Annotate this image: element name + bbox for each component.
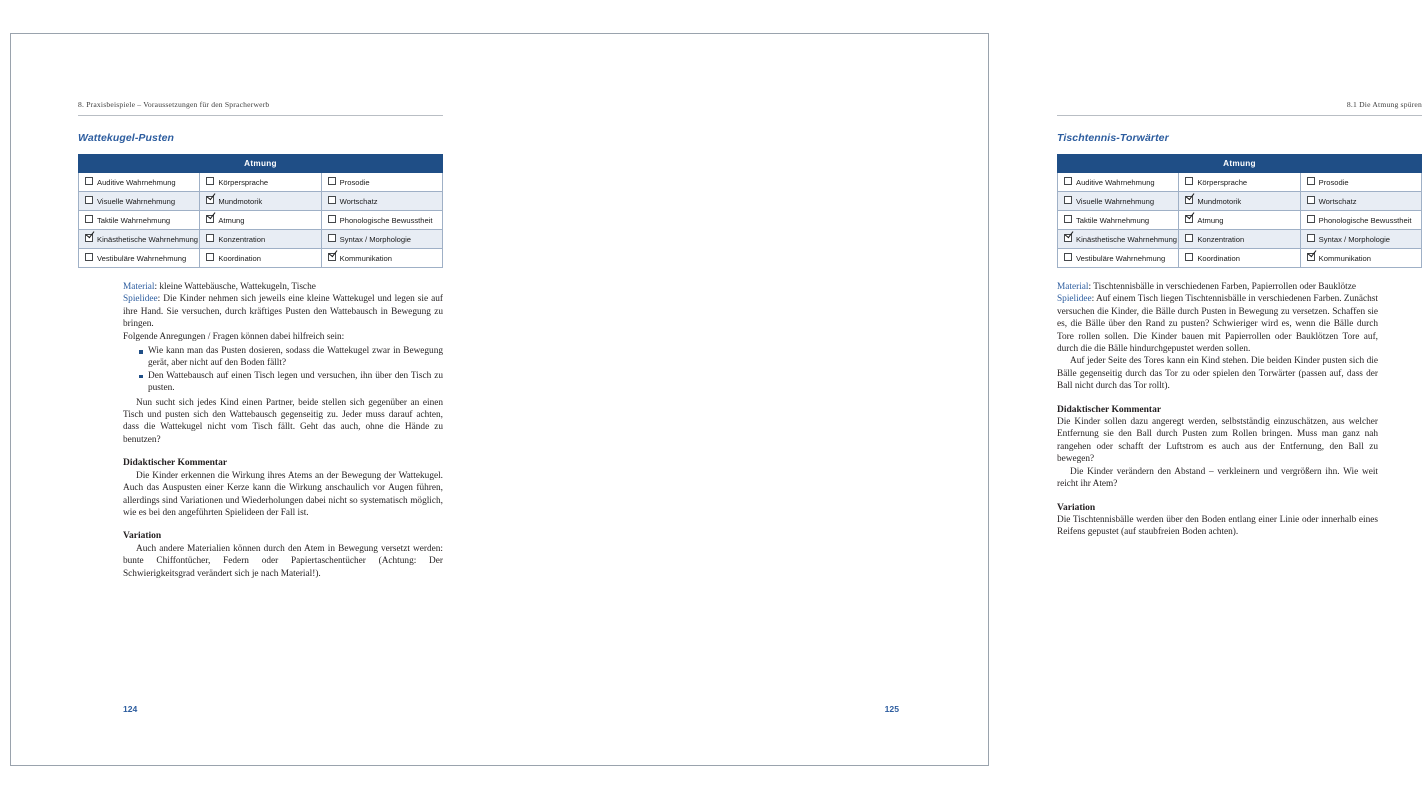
table-cell[interactable] [321, 192, 442, 211]
checkbox-unchecked[interactable] [206, 253, 214, 261]
checkbox-unchecked[interactable] [1307, 234, 1315, 242]
table-cell[interactable] [1058, 192, 1179, 211]
anregungen-list [123, 345, 443, 395]
didaktik-heading-left: Didaktischer Kommentar [123, 458, 228, 469]
table-cell[interactable] [1300, 230, 1421, 249]
cell-label: Auditive Wahrnehmung [97, 178, 176, 187]
material-paragraph [1057, 281, 1378, 293]
cell-label: Prosodie [1318, 178, 1349, 187]
cell-label: Vestibuläre Wahrnehmung [97, 254, 187, 263]
table-row [1058, 230, 1422, 249]
table-header-atmung: Atmung [79, 155, 443, 173]
left-page [0, 0, 500, 800]
table-cell[interactable] [200, 173, 321, 192]
checkbox-checked[interactable] [206, 196, 214, 204]
table-row [1058, 249, 1422, 268]
running-head-left: 8. Praxisbeispiele – Voraussetzungen für den Spracherwerb [78, 100, 443, 116]
cell-label: Konzentration [1197, 235, 1245, 244]
cell-label: Koordination [1197, 254, 1240, 263]
checkbox-checked[interactable] [1185, 196, 1193, 204]
checkbox-unchecked[interactable] [206, 234, 214, 242]
material-text: : kleine Wattebäusche, Wattekugeln, Tische [154, 282, 316, 292]
spielidee-label: Spielidee [1057, 294, 1092, 305]
table-cell[interactable] [200, 230, 321, 249]
partner-paragraph: Nun sucht sich jedes Kind einen Partner, beide stellen sich gegenüber an einen Tisch und pusten sich den Wattebausch gegenseitig zu. Jeder muss darauf achten, dass die Wattekugel nicht vom Tisch fällt. Geht das auch, ohne die Hände zu benutzen? [123, 397, 443, 445]
table-cell[interactable] [79, 211, 200, 230]
material-label: Material [1057, 282, 1089, 292]
table-cell[interactable] [200, 192, 321, 211]
cell-label: Mundmotorik [218, 197, 263, 206]
checkbox-unchecked[interactable] [85, 215, 93, 223]
material-label: Material [123, 282, 155, 292]
checkbox-unchecked[interactable] [328, 177, 336, 185]
cell-label: Mundmotorik [1197, 197, 1242, 206]
table-cell[interactable] [79, 249, 200, 268]
checkbox-checked[interactable] [1185, 215, 1193, 223]
table-cell[interactable] [1179, 192, 1300, 211]
spielidee-text: : Auf einem Tisch liegen Tischtennisbälle in verschiedenen Farben. Zunächst versuchen die Kinder, die Bälle durch Pusten in Bewegung zu versetzen. Schaffen sie es, die Bälle über den Rand zu pusten? Schwieriger wird es, wenn die Bälle durch Tore rollen sollen. Die Kinder bauen mit Papierrollen oder Bauklötzen Tore auf, durch die die Bälle hindurchgepustet werden sollen. [1057, 294, 1378, 355]
checkbox-unchecked[interactable] [1185, 177, 1193, 185]
variation-heading-left: Variation [123, 531, 162, 542]
cell-label: Körpersprache [218, 178, 269, 187]
right-body-text [1057, 281, 1378, 539]
table-cell[interactable] [1179, 249, 1300, 268]
cell-label: Wortschatz [1318, 197, 1357, 206]
cell-label: Kommunikation [339, 254, 392, 263]
cell-label: Kinästhetische Wahrnehmung [97, 235, 199, 244]
cell-label: Syntax / Morphologie [339, 235, 411, 244]
didaktik-heading-right: Didaktischer Kommentar [1057, 404, 1162, 415]
didaktik-paragraph-right-2: Die Kinder verändern den Abstand – verkleinern und vergrößern ihn. Wie weit reicht ihr Atem? [1057, 466, 1378, 490]
table-cell[interactable] [1058, 173, 1179, 192]
checkbox-unchecked[interactable] [1185, 253, 1193, 261]
variation-paragraph-right: Die Tischtennisbälle werden über den Boden entlang einer Linie oder innerhalb eines Reifens gepustet (auf staubfreien Boden achten). [1057, 514, 1378, 538]
cell-label: Körpersprache [1197, 178, 1248, 187]
table-header-row [1058, 155, 1422, 173]
table-cell[interactable] [1179, 211, 1300, 230]
cell-label: Atmung [218, 216, 245, 225]
list-item: Den Wattebausch auf einen Tisch legen und versuchen, ihn über den Tisch zu pusten. [139, 370, 443, 395]
table-cell[interactable] [1300, 173, 1421, 192]
competency-table-left [78, 154, 443, 268]
table-cell[interactable] [200, 211, 321, 230]
section-title-left: Wattekugel-Pusten [78, 132, 175, 144]
cell-label: Phonologische Bewusstheit [339, 216, 433, 225]
cell-label: Kinästhetische Wahrnehmung [1076, 235, 1178, 244]
table-row [79, 230, 443, 249]
table-cell[interactable] [1058, 230, 1179, 249]
tor-paragraph: Auf jeder Seite des Tores kann ein Kind stehen. Die beiden Kinder pusten sich die Bälle gegenseitig durch das Tor zu oder spielen den Torwärter (passen auf, dass der Ball nicht durch das Tor rollt). [1057, 356, 1378, 392]
table-cell[interactable] [1300, 249, 1421, 268]
material-paragraph [123, 281, 443, 293]
table-row [1058, 211, 1422, 230]
table-row [79, 211, 443, 230]
table-cell[interactable] [79, 230, 200, 249]
table-cell[interactable] [321, 211, 442, 230]
table-row [79, 249, 443, 268]
cell-label: Visuelle Wahrnehmung [97, 197, 176, 206]
checkbox-checked[interactable] [85, 234, 93, 242]
checkbox-unchecked[interactable] [1185, 234, 1193, 242]
table-cell[interactable] [1300, 211, 1421, 230]
table-cell[interactable] [79, 173, 200, 192]
variation-heading-right: Variation [1057, 502, 1096, 513]
cell-label: Auditive Wahrnehmung [1076, 178, 1155, 187]
cell-label: Taktile Wahrnehmung [1076, 216, 1150, 225]
table-cell[interactable] [1058, 211, 1179, 230]
table-cell[interactable] [321, 249, 442, 268]
anregungen-intro: Folgende Anregungen / Fragen können dabei hilfreich sein: [123, 331, 345, 342]
cell-label: Taktile Wahrnehmung [97, 216, 171, 225]
spielidee-paragraph [1057, 293, 1378, 355]
checkbox-unchecked[interactable] [85, 196, 93, 204]
cell-label: Koordination [218, 254, 261, 263]
table-cell[interactable] [200, 249, 321, 268]
checkbox-unchecked[interactable] [1307, 215, 1315, 223]
cell-label: Kommunikation [1318, 254, 1371, 263]
table-row [1058, 173, 1422, 192]
checkbox-unchecked[interactable] [328, 196, 336, 204]
table-row [1058, 192, 1422, 211]
cell-label: Syntax / Morphologie [1318, 235, 1390, 244]
page-number-left: 124 [123, 704, 138, 714]
checkbox-unchecked[interactable] [206, 177, 214, 185]
section-title-right: Tischtennis-Torwärter [1057, 132, 1169, 144]
checkbox-unchecked[interactable] [1307, 196, 1315, 204]
spielidee-paragraph [123, 293, 443, 330]
table-cell[interactable] [1179, 230, 1300, 249]
cell-label: Vestibuläre Wahrnehmung [1076, 254, 1166, 263]
checkbox-unchecked[interactable] [85, 253, 93, 261]
checkbox-unchecked[interactable] [1064, 253, 1072, 261]
spielidee-label: Spielidee [123, 294, 158, 305]
table-cell[interactable] [1179, 173, 1300, 192]
checkbox-unchecked[interactable] [1064, 177, 1072, 185]
checkbox-unchecked[interactable] [1307, 177, 1315, 185]
checkbox-checked[interactable] [206, 215, 214, 223]
table-header-row [79, 155, 443, 173]
cell-label: Konzentration [218, 235, 266, 244]
competency-table-right [1057, 154, 1422, 268]
variation-paragraph-left: Auch andere Materialien können durch den Atem in Bewegung versetzt werden: bunte Chiffontücher, Federn oder Papiertaschentücher (Achtung: Der Schwierigkeitsgrad verändert sich je nach Material!). [123, 543, 443, 579]
checkbox-unchecked[interactable] [328, 215, 336, 223]
checkbox-checked[interactable] [1064, 234, 1072, 242]
checkbox-unchecked[interactable] [328, 234, 336, 242]
table-header-atmung: Atmung [1058, 155, 1422, 173]
cell-label: Wortschatz [339, 197, 378, 206]
running-head-right: 8.1 Die Atmung spüren [1057, 100, 1422, 116]
checkbox-checked[interactable] [328, 253, 336, 261]
cell-label: Atmung [1197, 216, 1224, 225]
left-body-text [123, 281, 443, 580]
table-cell[interactable] [321, 173, 442, 192]
table-row [79, 192, 443, 211]
table-cell[interactable] [79, 192, 200, 211]
spielidee-text: : Die Kinder nehmen sich jeweils eine kleine Wattekugel und legen sie auf ihre Hand. Sie versuchen, durch kräftiges Pusten den Wattebausch in Bewegung zu bringen. [123, 294, 443, 330]
right-page [500, 0, 1422, 800]
material-text: : Tischtennisbälle in verschiedenen Farben, Papierrollen oder Bauklötze [1088, 282, 1356, 292]
cell-label: Prosodie [339, 178, 370, 187]
didaktik-paragraph-left: Die Kinder erkennen die Wirkung ihres Atems an der Bewegung der Wattekugel. Auch das Auspusten einer Kerze kann die Wirkung anschaulich vor Augen führen, allerdings sind Variationen und Wiederholungen dabei nicht so systematisch möglich, wie es bei den angeführten Spielideen der Fall ist. [123, 470, 443, 518]
checkbox-unchecked[interactable] [1064, 196, 1072, 204]
checkbox-unchecked[interactable] [1064, 215, 1072, 223]
table-cell[interactable] [1058, 249, 1179, 268]
checkbox-checked[interactable] [1307, 253, 1315, 261]
page-number-right: 125 [884, 704, 899, 714]
checkbox-unchecked[interactable] [85, 177, 93, 185]
cell-label: Phonologische Bewusstheit [1318, 216, 1412, 225]
cell-label: Visuelle Wahrnehmung [1076, 197, 1155, 206]
table-row [79, 173, 443, 192]
list-item: Wie kann man das Pusten dosieren, sodass die Wattekugel zwar in Bewegung gerät, aber nicht auf den Boden fällt? [139, 345, 443, 370]
table-cell[interactable] [321, 230, 442, 249]
table-cell[interactable] [1300, 192, 1421, 211]
didaktik-paragraph-right: Die Kinder sollen dazu angeregt werden, selbstständig einzuschätzen, aus welcher Entfernung sie den Ball durch Pusten zum Rollen bringen. Muss man ganz nah rangehen oder schafft der Luftstrom es auch aus der Entfernung, den Ball zu bewegen? [1057, 417, 1378, 465]
